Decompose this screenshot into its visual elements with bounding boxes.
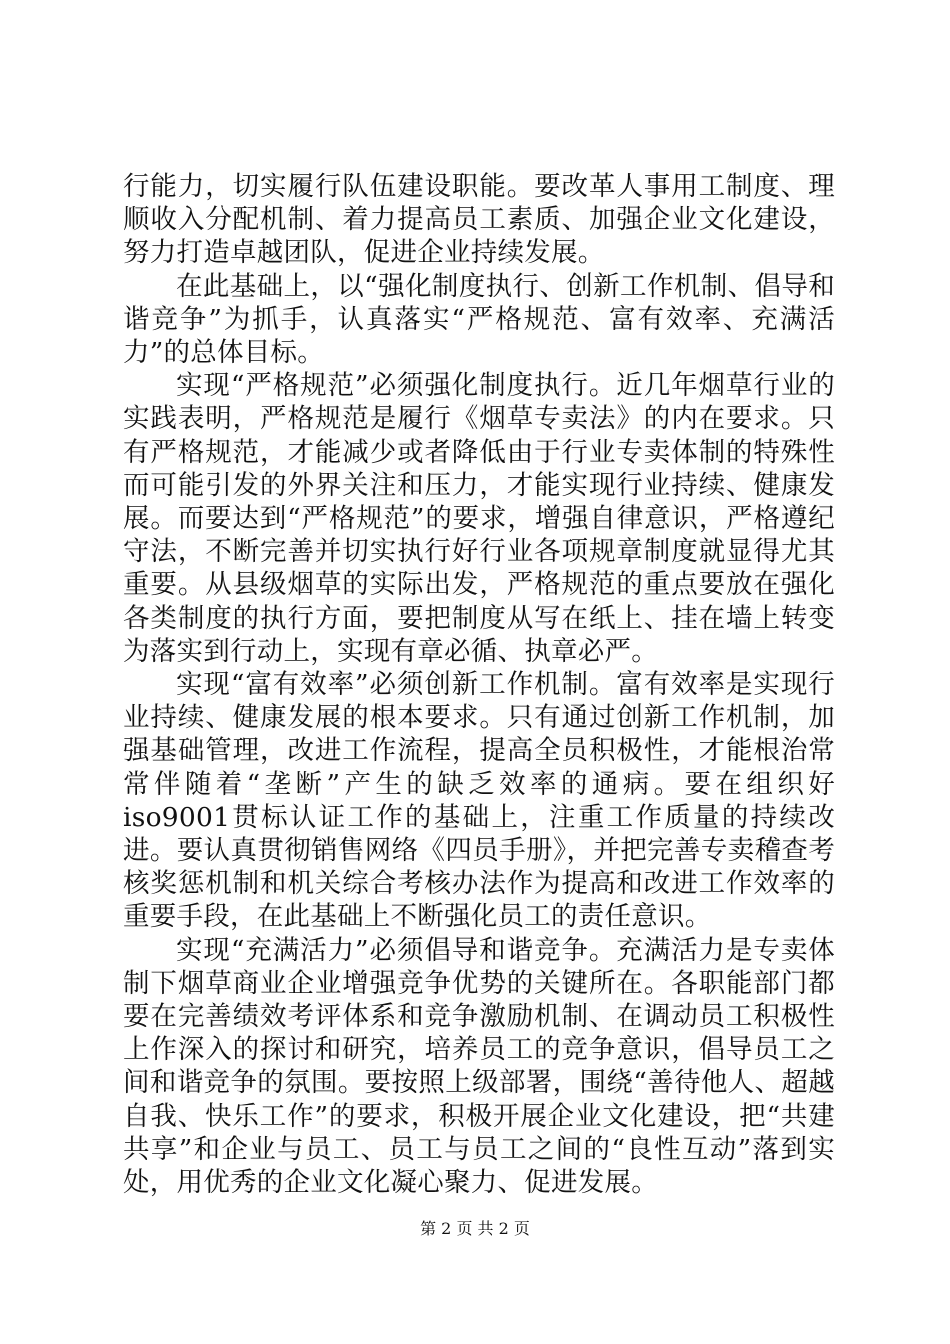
paragraph-strict-standards: 实现“严格规范”必须强化制度执行。近几年烟草行业的实践表明，严格规范是履行《烟草专卖法》的内在要求。只有严格规范，才能减少或者降低由于行业专卖体制的特殊性而可能引发的外界关注和压力，才能实现行业持续、健康发展。而要达到“严格规范”的要求，增强自律意识，严格遵纪守法，不断完善并切实执行好行业各项规章制度就显得尤其重要。从县级烟草的实际出发，严格规范的重点要放在强化各类制度的执行方面，要把制度从写在纸上、挂在墙上转变为落实到行动上，实现有章必循、执章必严。 [123,370,835,667]
page-footer [0,1218,950,1240]
page-number-label: 第 2 页 共 2 页 [420,1219,530,1238]
paragraph-vitality: 实现“充满活力”必须倡导和谐竞争。充满活力是专卖体制下烟草商业企业增强竞争优势的关键所在。各职能部门都要在完善绩效考评体系和竞争激励机制、在调动员工积极性上作深入的探讨和研究，培养员工的竞争意识，倡导员工之间和谐竞争的氛围。要按照上级部署，围绕“善待他人、超越自我、快乐工作”的要求，积极开展企业文化建设，把“共建共享”和企业与员工、员工与员工之间的“良性互动”落到实处，用优秀的企业文化凝心聚力、促进发展。 [123,934,835,1199]
paragraph-team-building: 行能力，切实履行队伍建设职能。要改革人事用工制度、理顺收入分配机制、着力提高员工素质、加强企业文化建设，努力打造卓越团队，促进企业持续发展。 [123,171,835,269]
paragraph-efficiency: 实现“富有效率”必须创新工作机制。富有效率是实现行业持续、健康发展的根本要求。只有通过创新工作机制，加强基础管理，改进工作流程，提高全员积极性，才能根治常常伴随着“垄断”产生的缺乏效率的通病。要在组织好iso9001贯标认证工作的基础上，注重工作质量的持续改进。要认真贯彻销售网络《四员手册》，并把完善专卖稽查考核奖惩机制和机关综合考核办法作为提高和改进工作效率的重要手段，在此基础上不断强化员工的责任意识。 [123,669,835,933]
document-body [123,170,835,1199]
paragraph-overall-goal: 在此基础上，以“强化制度执行、创新工作机制、倡导和谐竞争”为抓手，认真落实“严格规范、富有效率、充满活力”的总体目标。 [123,270,835,369]
